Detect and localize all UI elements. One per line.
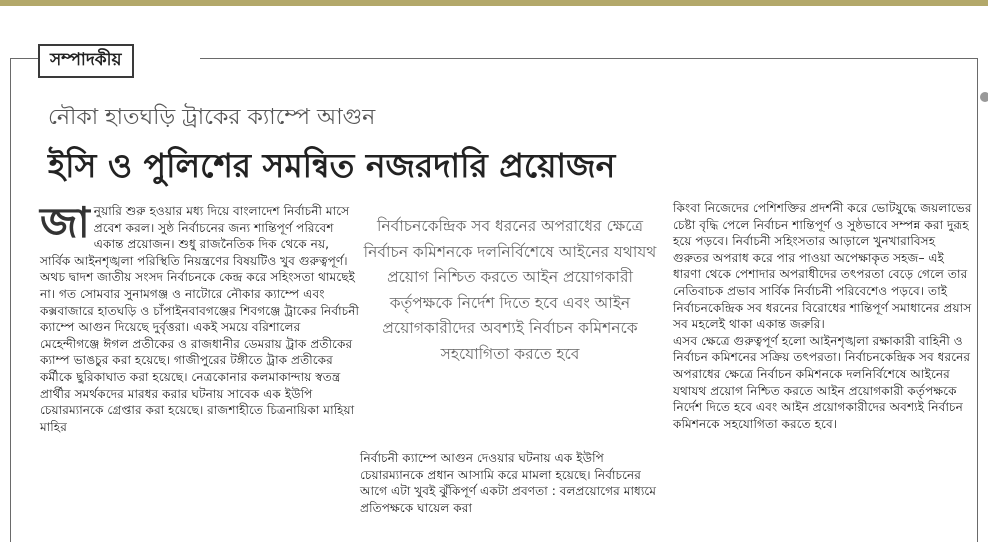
column-3-paragraph-2: এসব ক্ষেত্রে গুরুত্বপূর্ণ হলো আইনশৃঙ্খলা রক্ষাকারী বাহিনী ও নির্বাচন কমিশনের সক্রিয় তৎপরতা। নির্বাচনকেন্দ্রিক সব ধরনের অপরাধের ক্ষেত্রে নির্বাচন কমিশনকে দলনির্বিশেষে আইনের যথাযথ প্রয়োগ নিশ্চিত করতে আইন প্রয়োগকারী কর্তৃপক্ষকে নির্দেশ দিতে হবে এবং আইন প্রয়োগকারীদের অবশ্যই নির্বাচন কমিশনকে সহযোগিতা করতে হবে। xyxy=(673,333,971,431)
scroll-indicator[interactable] xyxy=(980,92,988,102)
frame-line-top-left xyxy=(10,58,38,59)
column-3-paragraph-1: কিংবা নিজেদের পেশিশক্তির প্রদর্শনী করে ভোটযুদ্ধে জয়লাভের চেষ্টা বৃদ্ধি পেলে নির্বাচন শান্তিপূর্ণ ও সুষ্ঠভাবে সম্পন্ন করা দুরূহ হয়ে পড়বে। নির্বাচনী সহিংসতার আড়ালে খুনখারাবিসহ গুরুতর অপরাধ করে পার পাওয়া অপেক্ষাকৃত সহজ– এই ধারণা থেকে পেশাদার অপরাধীদের তৎপরতা বেড়ে গেলে তার নেতিবাচক প্রভাব সার্বিক নির্বাচনী পরিবেশেও পড়বে। তাই নির্বাচনকেন্দ্রিক সব ধরনের বিরোধের শান্তিপূর্ণ সমাধানের প্রয়াস সব মহলেই থাকা একান্ত জরুরি। xyxy=(673,201,972,332)
pull-quote: নির্বাচনকেন্দ্রিক সব ধরনের অপরাধের ক্ষেত্রে নির্বাচন কমিশনকে দলনির্বিশেষে আইনের যথাযথ প্রয়োগ নিশ্চিত করতে আইন প্রয়োগকারী কর্তৃপক্ষকে নির্দেশ দিতে হবে এবং আইন প্রয়োগকারীদের অবশ্যই নির্বাচন কমিশনকে সহযোগিতা করতে হবে xyxy=(363,217,657,363)
drop-cap: জা xyxy=(40,198,90,247)
frame-line-right xyxy=(977,58,978,542)
article-column-1 xyxy=(40,198,362,435)
column-1-body: অথচ দ্বাদশ জাতীয় সংসদ নির্বাচনকে কেন্দ্র করে সহিংসতা থামছেই না। গত সোমবার সুনামগঞ্জ ও নাটোরে নৌকার ক্যাম্পে এবং কক্সবাজারে হাতঘড়ি ও চাঁপাইনবাবগঞ্জের শিবগঞ্জে ট্রাকের নির্বাচনী ক্যাম্পে আগুন দিয়েছে দুর্বৃত্তরা। একই সময়ে বরিশালের মেহেন্দীগঞ্জে ঈগল প্রতীকের ও রাজধানীর ডেমরায় ট্রাক প্রতীকের ক্যাম্প ভাঙচুর করা হয়েছে। গাজীপুরের টঙ্গীতে ট্রাক প্রতীকের কর্মীকে ছুরিকাঘাত করা হয়েছে। নেত্রকোনার কলমাকান্দায় স্বতন্ত্র প্রার্থীর সমর্থকদের মারধর করার ঘটনায় সাবেক এক ইউপি চেয়ারম্যানকে গ্রেপ্তার করা হয়েছে। রাজশাহীতে চিত্রনায়িকা মাহিয়া মাহির xyxy=(40,270,359,434)
frame-line-top-right xyxy=(200,58,978,59)
section-tag: সম্পাদকীয় xyxy=(38,44,134,78)
column-1-intro: নুয়ারি শুরু হওয়ার মধ্য দিয়ে বাংলাদেশ নির্বাচনী মাসে প্রবেশ করল। সুষ্ঠ নির্বাচনের জন্য শান্তিপূর্ণ পরিবেশ একান্ত প্রয়োজন। শুধু রাজনৈতিক দিক থেকে নয়, সার্বিক আইনশৃঙ্খলা পরিস্থিতি নিয়ন্ত্রণের বিষয়টিও খুব গুরুত্বপূর্ণ। xyxy=(40,204,350,268)
frame-line-left xyxy=(10,58,11,542)
column-2-body: নির্বাচনী ক্যাম্পে আগুন দেওয়ার ঘটনায় এক ইউপি চেয়ারম্যানকে প্রধান আসামি করে মামলা হয়েছে। নির্বাচনের আগে এটা খুবই ঝুঁকিপূর্ণ একটা প্রবণতা : বলপ্রয়োগের মাধ্যমে প্রতিপক্ষকে ঘায়েল করা xyxy=(360,451,657,515)
article-headline: ইসি ও পুলিশের সমন্বিত নজরদারি প্রয়োজন xyxy=(48,146,616,185)
article-column-2 xyxy=(360,450,660,516)
article-kicker: নৌকা হাতঘড়ি ট্রাকের ক্যাম্পে আগুন xyxy=(48,105,376,130)
article-column-3 xyxy=(673,200,973,432)
top-accent-bar xyxy=(0,0,988,6)
